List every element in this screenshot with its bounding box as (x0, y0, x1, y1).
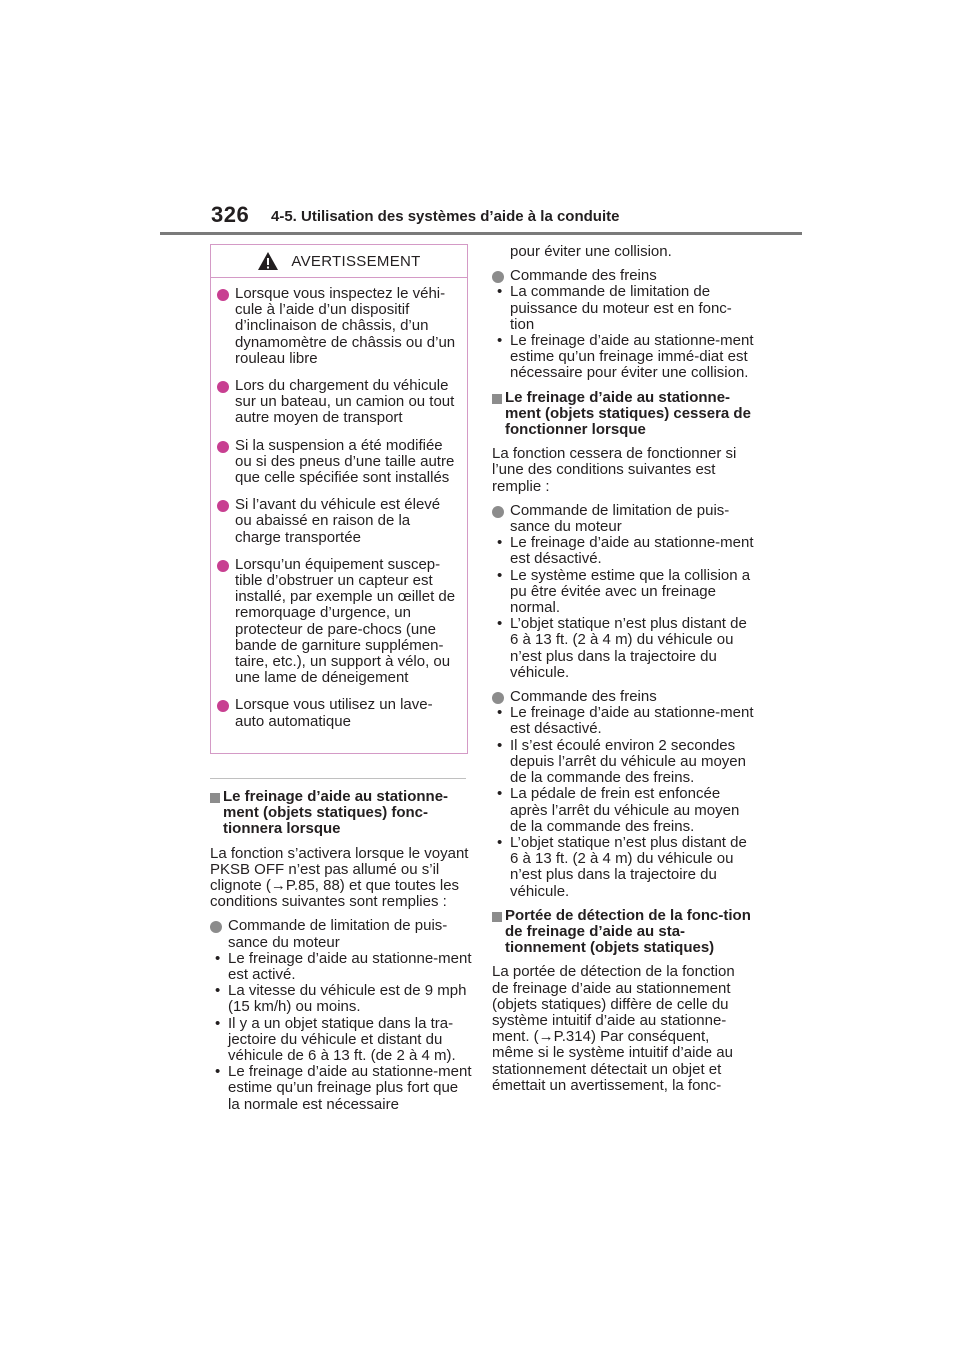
continuation-text: pour éviter une collision. (510, 243, 672, 260)
list-item: • Le freinage d’aide au stationne-ment est désactivé. (497, 704, 754, 738)
list-item: • Le freinage d’aide au stationne-ment est activé. (215, 949, 472, 984)
list-item: • Le freinage d’aide au stationne-ment estime qu’un freinage immé-diat est nécessaire pour éviter une collision. (497, 332, 754, 382)
warning-triangle-icon (257, 251, 279, 271)
section-heading: Le freinage d’aide au stationne-ment (objets statiques) cessera de fonctionner lorsque (492, 390, 754, 439)
header-rule (160, 232, 802, 235)
square-bullet-icon (492, 394, 502, 404)
section-title: 4-5. Utilisation des systèmes d’aide à la conduite (271, 208, 620, 225)
bullet-dot-icon (210, 921, 222, 933)
left-column (210, 778, 472, 1113)
warning-list (211, 278, 467, 730)
group-title: Commande de limitation de puis-sance du moteur (210, 918, 472, 950)
list-item: • Le système estime que la collision a pu être évitée avec un freinage normal. (497, 566, 751, 617)
section-heading: Portée de détection de la fonc-tion de freinage d’aide au sta-tionnement (objets statiques) (492, 908, 754, 957)
warning-item: Lors du chargement du véhicule sur un bateau, un camion ou tout autre moyen de transport (217, 378, 459, 427)
list-item: • Il s’est écoulé environ 2 secondes depuis l’arrêt du véhicule au moyen de la commande des freins. (497, 736, 746, 787)
warning-item: Lorsqu’un équipement suscep-tible d’obstruer un capteur est installé, par exemple un œillet de remorquage d’urgence, un protecteur de pare-chocs (une bande de garniture supplémen-taire, etc.), un support à vélo, ou une lame de déneigement (217, 557, 459, 687)
bullet-dot-icon (217, 560, 229, 572)
list-item: • La vitesse du véhicule est de 9 mph (15 km/h) ou moins. (215, 982, 467, 1016)
warning-item: Lorsque vous utilisez un lave-auto automatique (217, 697, 459, 729)
bullet-dot-icon (217, 700, 229, 712)
list-item: • L’objet statique n’est plus distant de 6 à 13 ft. (2 à 4 m) du véhicule ou n’est plus dans la trajectoire du véhicule. (497, 615, 747, 681)
page-header (0, 0, 960, 236)
bullet-dot-icon (217, 441, 229, 453)
bullet-dot-icon (492, 271, 504, 283)
right-column (492, 244, 754, 1102)
square-bullet-icon (210, 793, 220, 803)
warning-box (210, 244, 468, 754)
section-separator (210, 778, 466, 779)
group-title: Commande de limitation de puis-sance du moteur (492, 503, 754, 535)
paragraph: La portée de détection de la fonction de freinage d’aide au stationnement (objets statiques) diffère de celle du système intuitif d’aide au stationne-ment. (→P.314) Par conséquent, même si le système intuitif d’aide au stationnement détectait un objet et émettait un avertissement, la fonc- (492, 963, 735, 1094)
group-title: Commande des freins (492, 689, 754, 705)
page-number: 326 (211, 202, 250, 227)
bullet-dot-icon (492, 692, 504, 704)
bullet-dot-icon (217, 500, 229, 512)
bullet-dot-icon (217, 381, 229, 393)
warning-item: Si l’avant du véhicule est élevé ou abaissé en raison de la charge transportée (217, 497, 459, 546)
bullet-dot-icon (217, 289, 229, 301)
list-item: • La pédale de frein est enfoncée après l’arrêt du véhicule au moyen de la commande des freins. (497, 785, 740, 835)
section-heading: Le freinage d’aide au stationne-ment (objets statiques) fonc-tionnera lorsque (210, 789, 472, 838)
list-item: • Le freinage d’aide au stationne-ment estime qu’un freinage plus fort que la normale est nécessaire (215, 1063, 472, 1113)
paragraph: La fonction cessera de fonctionner si l’une des conditions suivantes est remplie : (492, 445, 737, 495)
group-title: Commande des freins (492, 268, 754, 284)
square-bullet-icon (492, 912, 502, 922)
bullet-dot-icon (492, 506, 504, 518)
warning-item: Si la suspension a été modifiée ou si des pneus d’une taille autre que celle spécifiée sont installés (217, 438, 459, 487)
warning-header (211, 245, 467, 278)
warning-title: AVERTISSEMENT (291, 252, 421, 270)
list-item: • La commande de limitation de puissance du moteur est en fonc-tion (497, 283, 732, 333)
paragraph: La fonction s’activera lorsque le voyant PKSB OFF n’est pas allumé ou s’il clignote (→P.85, 88) et que toutes les conditions suivantes sont remplies : (210, 844, 469, 911)
list-item: • L’objet statique n’est plus distant de 6 à 13 ft. (2 à 4 m) du véhicule ou n’est plus dans la trajectoire du véhicule. (497, 833, 747, 900)
warning-item: Lorsque vous inspectez le véhi-cule à l’aide d’un dispositif d’inclinaison de châssis, d’un dynamomètre de châssis ou d’un rouleau libre (217, 286, 459, 367)
list-item: • Il y a un objet statique dans la tra-jectoire du véhicule et distant du véhicule de 6 à 13 ft. (de 2 à 4 m). (215, 1014, 456, 1065)
list-item: • Le freinage d’aide au stationne-ment est désactivé. (497, 534, 754, 568)
